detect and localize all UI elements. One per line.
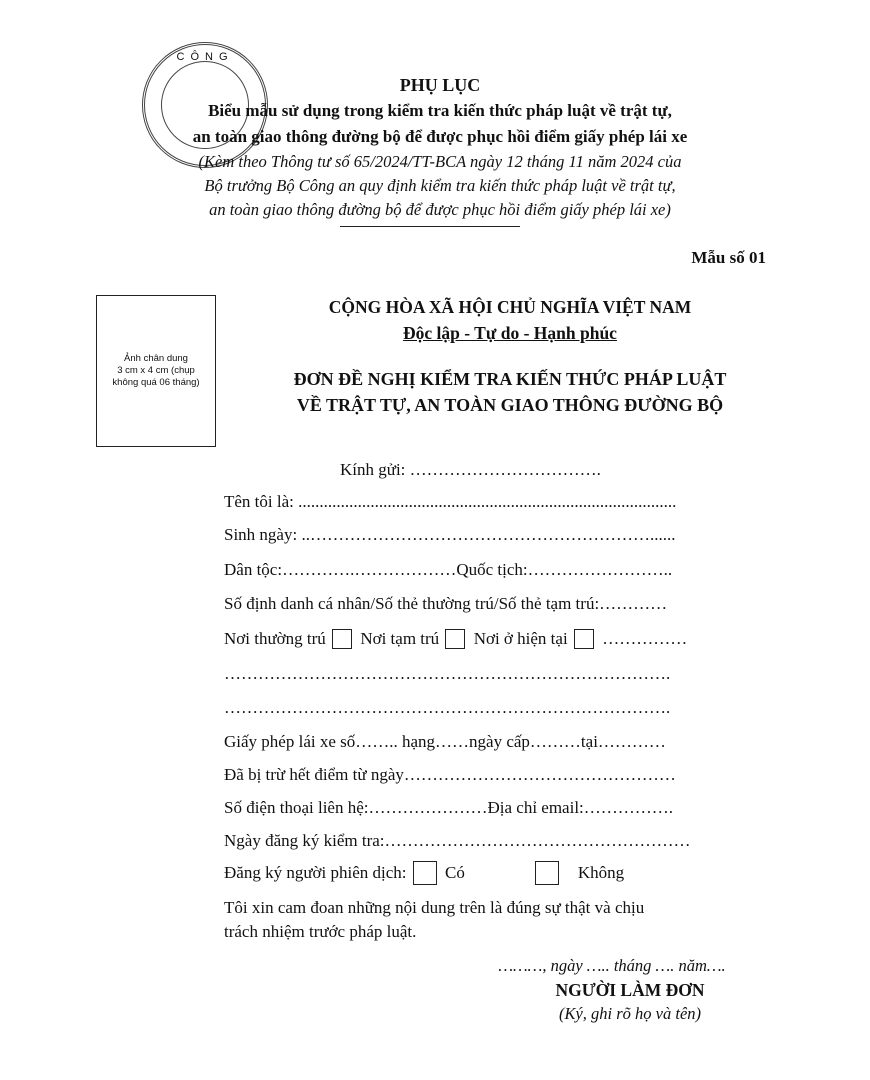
- residence-dots[interactable]: ……………: [602, 629, 688, 649]
- appendix-subtitle-line1: Biểu mẫu sử dụng trong kiểm tra kiến thức pháp luật về trật tự,: [208, 101, 672, 120]
- appendix-title: PHỤ LỤC: [399, 75, 481, 95]
- residence-permanent-checkbox[interactable]: [332, 629, 352, 649]
- interpreter-yes-label: Có: [445, 863, 465, 883]
- photo-box-line1: Ảnh chân dung: [124, 353, 188, 364]
- photo-box-line2: 3 cm x 4 cm (chụp: [117, 365, 195, 376]
- points-deducted-field[interactable]: Đã bị trừ hết điểm từ ngày…………………………………………: [224, 765, 676, 784]
- addressee-field[interactable]: Kính gửi: …………………………….: [340, 460, 601, 479]
- photo-box: [96, 295, 216, 447]
- exam-date-field[interactable]: Ngày đăng ký kiểm tra:………………………………………………: [224, 831, 691, 850]
- interpreter-label: Đăng ký người phiên dịch:: [224, 863, 407, 883]
- address-line1-field[interactable]: …………………………………………………………………….: [224, 664, 671, 683]
- photo-box-line3: không quá 06 tháng): [112, 377, 200, 388]
- interpreter-row: [224, 860, 804, 885]
- appendix-header: [120, 72, 760, 222]
- interpreter-no-label: Không: [577, 863, 625, 883]
- id-number-field[interactable]: Số định danh cá nhân/Số thẻ thường trú/Số thẻ tạm trú:…………: [224, 594, 668, 613]
- residence-temporary-checkbox[interactable]: [445, 629, 465, 649]
- residence-current-checkbox[interactable]: [574, 629, 594, 649]
- name-field[interactable]: Tên tôi là: .........................................................................................: [224, 492, 677, 511]
- nation-name: CỘNG HÒA XÃ HỘI CHỦ NGHĨA VIỆT NAM: [328, 297, 692, 317]
- signature-title: NGƯỜI LÀM ĐƠN: [555, 980, 705, 1000]
- residence-temporary-label: Nơi tạm trú: [360, 629, 440, 649]
- contact-field[interactable]: Số điện thoại liên hệ:…………………Địa chỉ email:…………….: [224, 798, 674, 817]
- license-field[interactable]: Giấy phép lái xe số…….. hạng……ngày cấp………tại…………: [224, 732, 666, 751]
- residence-permanent-label: Nơi thường trú: [224, 629, 326, 649]
- appendix-subtitle-line2: an toàn giao thông đường bộ để được phục hồi điểm giấy phép lái xe: [192, 127, 688, 146]
- address-line2-field[interactable]: …………………………………………………………………….: [224, 698, 671, 717]
- birth-date-field[interactable]: Sinh ngày: ..……………………………………………………......: [224, 525, 676, 544]
- national-header: [230, 294, 790, 346]
- divider: [340, 226, 520, 227]
- declaration-line1: Tôi xin cam đoan những nội dung trên là đúng sự thật và chịu: [224, 898, 645, 917]
- appendix-reference-line3: an toàn giao thông đường bộ để được phục hồi điểm giấy phép lái xe): [209, 200, 671, 219]
- ethnicity-nationality-field[interactable]: Dân tộc:………….………………Quốc tịch:……………………..: [224, 560, 673, 579]
- form-title-line1: ĐƠN ĐỀ NGHỊ KIỂM TRA KIẾN THỨC PHÁP LUẬT: [293, 369, 727, 389]
- stamp-text: CÔNG: [176, 51, 234, 63]
- interpreter-yes-checkbox[interactable]: [413, 861, 437, 885]
- form-number: Mẫu số 01: [691, 248, 766, 267]
- nation-motto: Độc lập - Tự do - Hạnh phúc: [403, 323, 617, 343]
- declaration: [224, 896, 804, 944]
- form-title-line2: VỀ TRẬT TỰ, AN TOÀN GIAO THÔNG ĐƯỜNG BỘ: [296, 395, 724, 415]
- signature-date[interactable]: ………, ngày ….. tháng …. năm….: [498, 956, 726, 975]
- residence-row: [224, 626, 804, 651]
- appendix-reference-line1: (Kèm theo Thông tư số 65/2024/TT-BCA ngày 12 tháng 11 năm 2024 của: [198, 152, 682, 171]
- appendix-reference-line2: Bộ trưởng Bộ Công an quy định kiểm tra kiến thức pháp luật về trật tự,: [204, 176, 676, 195]
- declaration-line2: trách nhiệm trước pháp luật.: [224, 922, 417, 941]
- form-title: [230, 366, 790, 418]
- signature-note: (Ký, ghi rõ họ và tên): [558, 1004, 702, 1023]
- interpreter-no-checkbox[interactable]: [535, 861, 559, 885]
- residence-current-label: Nơi ở hiện tại: [473, 629, 568, 649]
